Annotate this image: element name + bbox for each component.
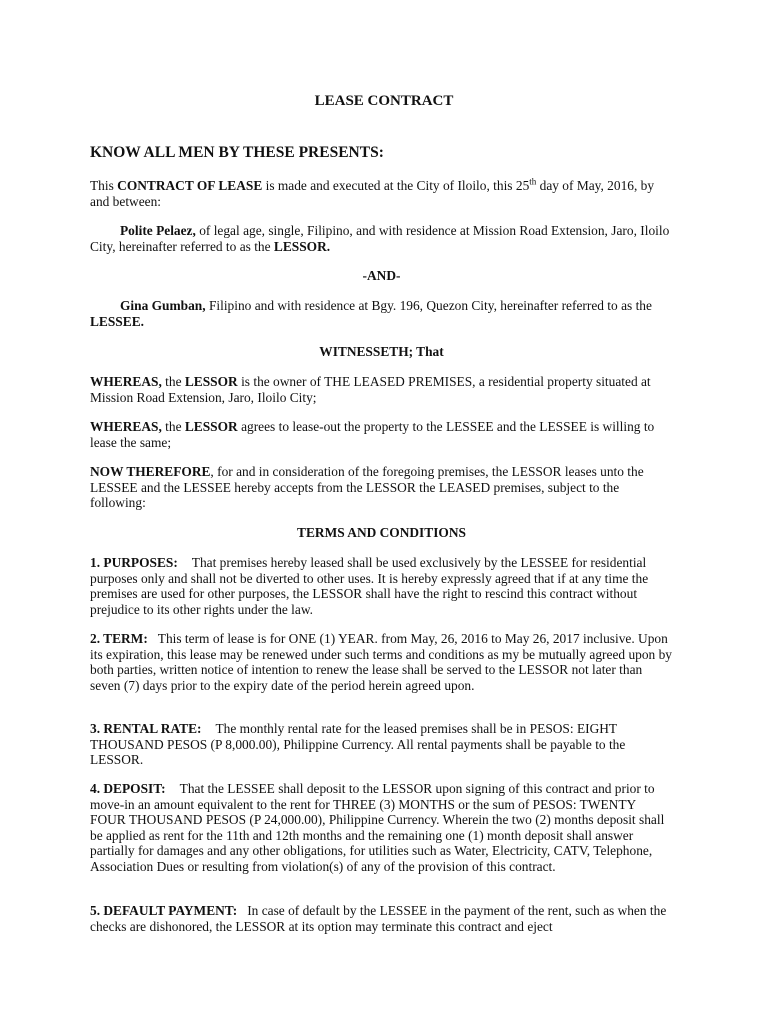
lessee-name: Gina Gumban, <box>120 298 206 313</box>
term-heading: 4. DEPOSIT: <box>90 781 166 796</box>
term-heading: 3. RENTAL RATE: <box>90 721 202 736</box>
term-purposes: 1. PURPOSES: That premises hereby leased shall be used exclusively by the LESSEE for residential purposes only and shall not be diverted to other uses. It is hereby expressly agreed that if at any time the premises are used for other purposes, the LESSOR shall have the right to rescind this contract without prejudice to its other rights under the law. <box>90 555 649 617</box>
term-heading: 2. TERM: <box>90 631 148 646</box>
intro-paragraph: This CONTRACT OF LEASE is made and executed at the City of Iloilo, this 25th day of May, 2016, by and between: <box>90 176 655 209</box>
term-rental-rate: 3. RENTAL RATE: The monthly rental rate for the leased premises shall be in PESOS: EIGHT THOUSAND PESOS (P 8,000.00), Philippine Currency. All rental payments shall be payable to the LESSOR. <box>90 721 626 768</box>
term-default-payment: 5. DEFAULT PAYMENT: In case of default by the LESSEE in the payment of the rent, such as when the checks are dishonored, the LESSOR at its option may terminate this contract and eject <box>90 903 667 934</box>
term-heading: 1. PURPOSES: <box>90 555 178 570</box>
term-duration: 2. TERM: This term of lease is for ONE (1) YEAR. from May, 26, 2016 to May 26, 2017 inclusive. Upon its expiration, this lease may be renewed under such terms and conditions as my be mutually agreed upon by both parties, written notice of intention to renew the lease shall be served to the LESSOR not later than seven (7) days prior to the expiry date of the period herein agreed upon. <box>90 631 672 693</box>
witnesseth-heading: WITNESSETH; That <box>319 344 444 359</box>
lessor-role: LESSOR. <box>273 238 331 254</box>
lessee-party-paragraph: Gina Gumban, Filipino and with residence at Bgy. 196, Quezon City, hereinafter referred to as the LESSEE. <box>90 298 652 329</box>
and-separator: -AND- <box>362 268 401 283</box>
lessee-role: LESSEE. <box>90 313 144 329</box>
term-heading: 5. DEFAULT PAYMENT: <box>90 903 238 918</box>
opening-line: KNOW ALL MEN BY THESE PRESENTS: <box>90 144 384 161</box>
whereas-paragraph-2: WHEREAS, the LESSOR agrees to lease-out the property to the LESSEE and the LESSEE is willing to lease the same; <box>90 419 655 450</box>
now-therefore-paragraph: NOW THEREFORE, for and in consideration of the foregoing premises, the LESSOR leases unto the LESSEE and the LESSEE hereby accepts from the LESSOR the LEASED premises, subject to the following: <box>90 464 644 511</box>
terms-heading: TERMS AND CONDITIONS <box>297 525 466 540</box>
document-title: LEASE CONTRACT <box>314 93 454 109</box>
lessor-name: Polite Pelaez, <box>120 223 196 238</box>
lessor-party-paragraph: Polite Pelaez, of legal age, single, Filipino, and with residence at Mission Road Extension, Jaro, Iloilo City, hereinafter referred to as the LESSOR. <box>90 223 670 254</box>
whereas-paragraph-1: WHEREAS, the LESSOR is the owner of THE LEASED PREMISES, a residential property situated at Mission Road Extension, Jaro, Iloilo City; <box>90 374 651 405</box>
term-deposit: 4. DEPOSIT: That the LESSEE shall deposit to the LESSOR upon signing of this contract and prior to move-in an amount equivalent to the rent for THREE (3) MONTHS or the sum of PESOS: TWENTY FOUR THOUSAND PESOS (P 24,000.00), Philippine Currency. Wherein the two (2) months deposit shall be applied as rent for the 11th and 12th months and the remaining one (1) month deposit shall answer partially for damages and any other obligations, for utilities such as Water, Electricity, CATV, Telephone, Association Dues or resulting from violation(s) of any of the provision of this contract. <box>90 781 665 874</box>
contract-of-lease-term: CONTRACT OF LEASE <box>117 178 263 193</box>
